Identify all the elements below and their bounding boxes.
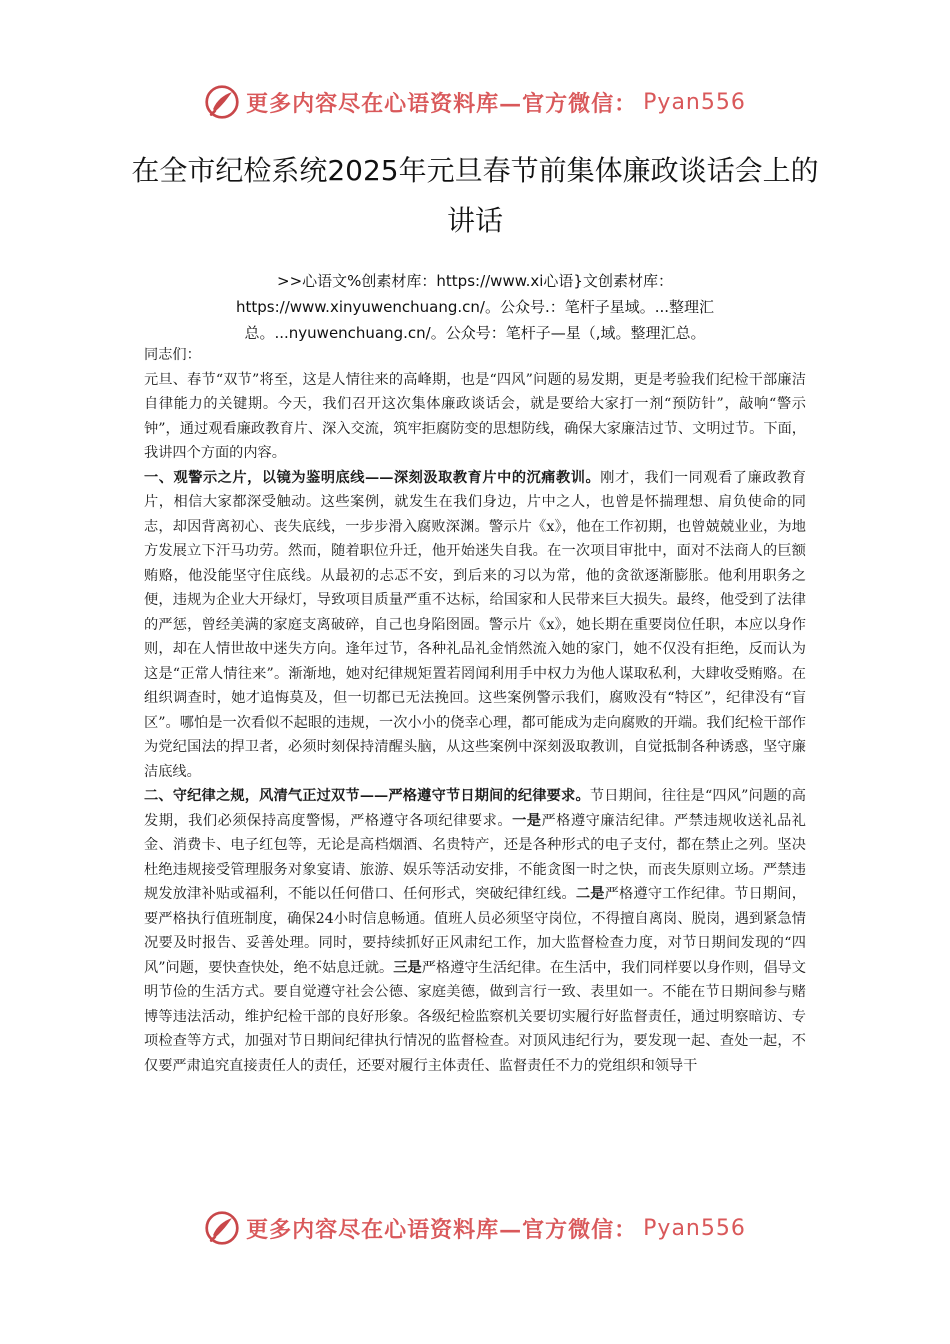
intro-paragraph: 元旦、春节“双节”将至，这是人情往来的高峰期，也是“四风”问题的易发期，更是考验我们纪检干部廉洁自律能力的关键期。今天，我们召开这次集体廉政谈话会，就是要给大家打一剂“预防针”，敲响“警示钟”，通过观看廉政教育片、深入交流，筑牢拒腐防变的思想防线，确保大家廉洁过节、文明过节。下面，我讲四个方面的内容。 — [144, 371, 806, 461]
section-1-heading: 一、观警示之片，以镜为鉴明底线——深刻汲取教育片中的沉痛教训。 — [144, 469, 601, 486]
section-1 — [144, 466, 806, 785]
point-marker: 一是 — [512, 812, 542, 829]
source-note: >>心语文%创素材库：https://www.xi心语}文创素材库：https://www.xinyuwenchuang.cn/。公众号.：笔杆子星域。...整理汇总。...nyuwenchuang.cn/。公众号：笔杆子—星（,域。整理汇总。 — [235, 272, 715, 342]
section-1-body: 刚才，我们一同观看了廉政教育片，相信大家都深受触动。这些案例，就发生在我们身边，片中之人，也曾是怀揣理想、肩负使命的同志，却因背离初心、丧失底线，一步步滑入腐败深渊。警示片《x》，他在工作初期，也曾兢兢业业，为地方发展立下汗马功劳。然而，随着职位升迁，他开始迷失自我。在一次项目审批中，面对不法商人的巨额贿赂，他没能坚守住底线。从最初的忐忑不安，到后来的习以为常，他的贪欲逐渐膨胀。他利用职务之便，违规为企业大开绿灯，导致项目质量严重不达标，给国家和人民带来巨大损失。最终，他受到了法律的严惩，曾经美满的家庭支离破碎，自己也身陷囹圄。警示片《x》，她长期在重要岗位任职，本应以身作则，却在人情世故中迷失方向。逢年过节，各种礼品礼金悄然流入她的家门，她不仅没有拒绝，反而认为这是“正常人情往来”。渐渐地，她对纪律规矩置若罔闻利用手中权力为他人谋取私利，大肆收受贿赂。在组织调查时，她才追悔莫及，但一切都已无法挽回。这些案例警示我们，腐败没有“特区”，纪律没有“盲区”。哪怕是一次看似不起眼的违规，一次小小的侥幸心理，都可能成为走向腐败的开端。我们纪检干部作为党纪国法的捍卫者，必须时刻保持清醒头脑，从这些案例中深刻汲取教训，自觉抵制各种诱惑，坚守廉洁底线。 — [144, 469, 806, 780]
section-2-text: 严格遵守廉洁纪律。严禁违规收送礼品礼金、消费卡、电子红包等，无论是高档烟酒、名贵特产，还是各种形式的电子支付，都在禁止之列。坚决杜绝违规接受管理服务对象宴请、旅游、娱乐等活动安排，不能贪图一时之快，而丧失原则立场。严禁违规发放津补贴或福利，不能以任何借口、任何形式，突破纪律红线。 — [144, 812, 806, 902]
section-2-text: 严格遵守生活纪律。在生活中，我们同样要以身作则，倡导文明节俭的生活方式。要自觉遵守社会公德、家庭美德，做到言行一致、表里如一。不能在节日期间参与赌博等违法活动，维护纪检干部的良好形象。各级纪检监察机关要切实履行好监督责任，通过明察暗访、专项检查等方式，加强对节日期间纪律执行情况的监督检查。对顶风违纪行为，要发现一起、查处一起，不仅要严肃追究直接责任人的责任，还要对履行主体责任、监督责任不力的党组织和领导干 — [144, 959, 806, 1074]
point-marker: 三是 — [393, 959, 422, 976]
document-title: 在全市纪检系统2025年元旦春节前集体廉政谈话会上的讲话 — [131, 154, 819, 237]
document-body — [144, 343, 806, 1078]
section-2 — [144, 784, 806, 1078]
banner-wechat-id: Pyan556 — [643, 1215, 746, 1241]
point-marker: 二是 — [575, 886, 605, 902]
greeting: 同志们： — [144, 347, 201, 363]
footer-watermark-banner — [0, 1206, 950, 1250]
section-2-text: 节日期间，往往是“四风”问题的高发期，我们必须保持高度警惕，严格遵守各项纪律要求。 — [144, 788, 806, 829]
banner-text: 更多内容尽在心语资料库—官方微信： — [246, 1216, 638, 1243]
xinyu-logo-icon — [204, 1210, 240, 1246]
xinyu-logo-icon — [204, 84, 240, 120]
banner-text: 更多内容尽在心语资料库—官方微信： — [246, 90, 638, 117]
section-2-text: 严格遵守工作纪律。节日期间，要严格执行值班制度，确保24小时信息畅通。值班人员必须坚守岗位，不得擅自离岗、脱岗，遇到紧急情况要及时报告、妥善处理。同时，要持续抓好正风肃纪工作，加大监督检查力度，对节日期间发现的“四风”问题，要快查快处，绝不姑息迁就。 — [144, 886, 806, 976]
banner-wechat-id: Pyan556 — [643, 89, 746, 115]
header-watermark-banner — [0, 80, 950, 124]
section-2-heading: 二、守纪律之规，风清气正过双节——严格遵守节日期间的纪律要求。 — [144, 788, 590, 804]
